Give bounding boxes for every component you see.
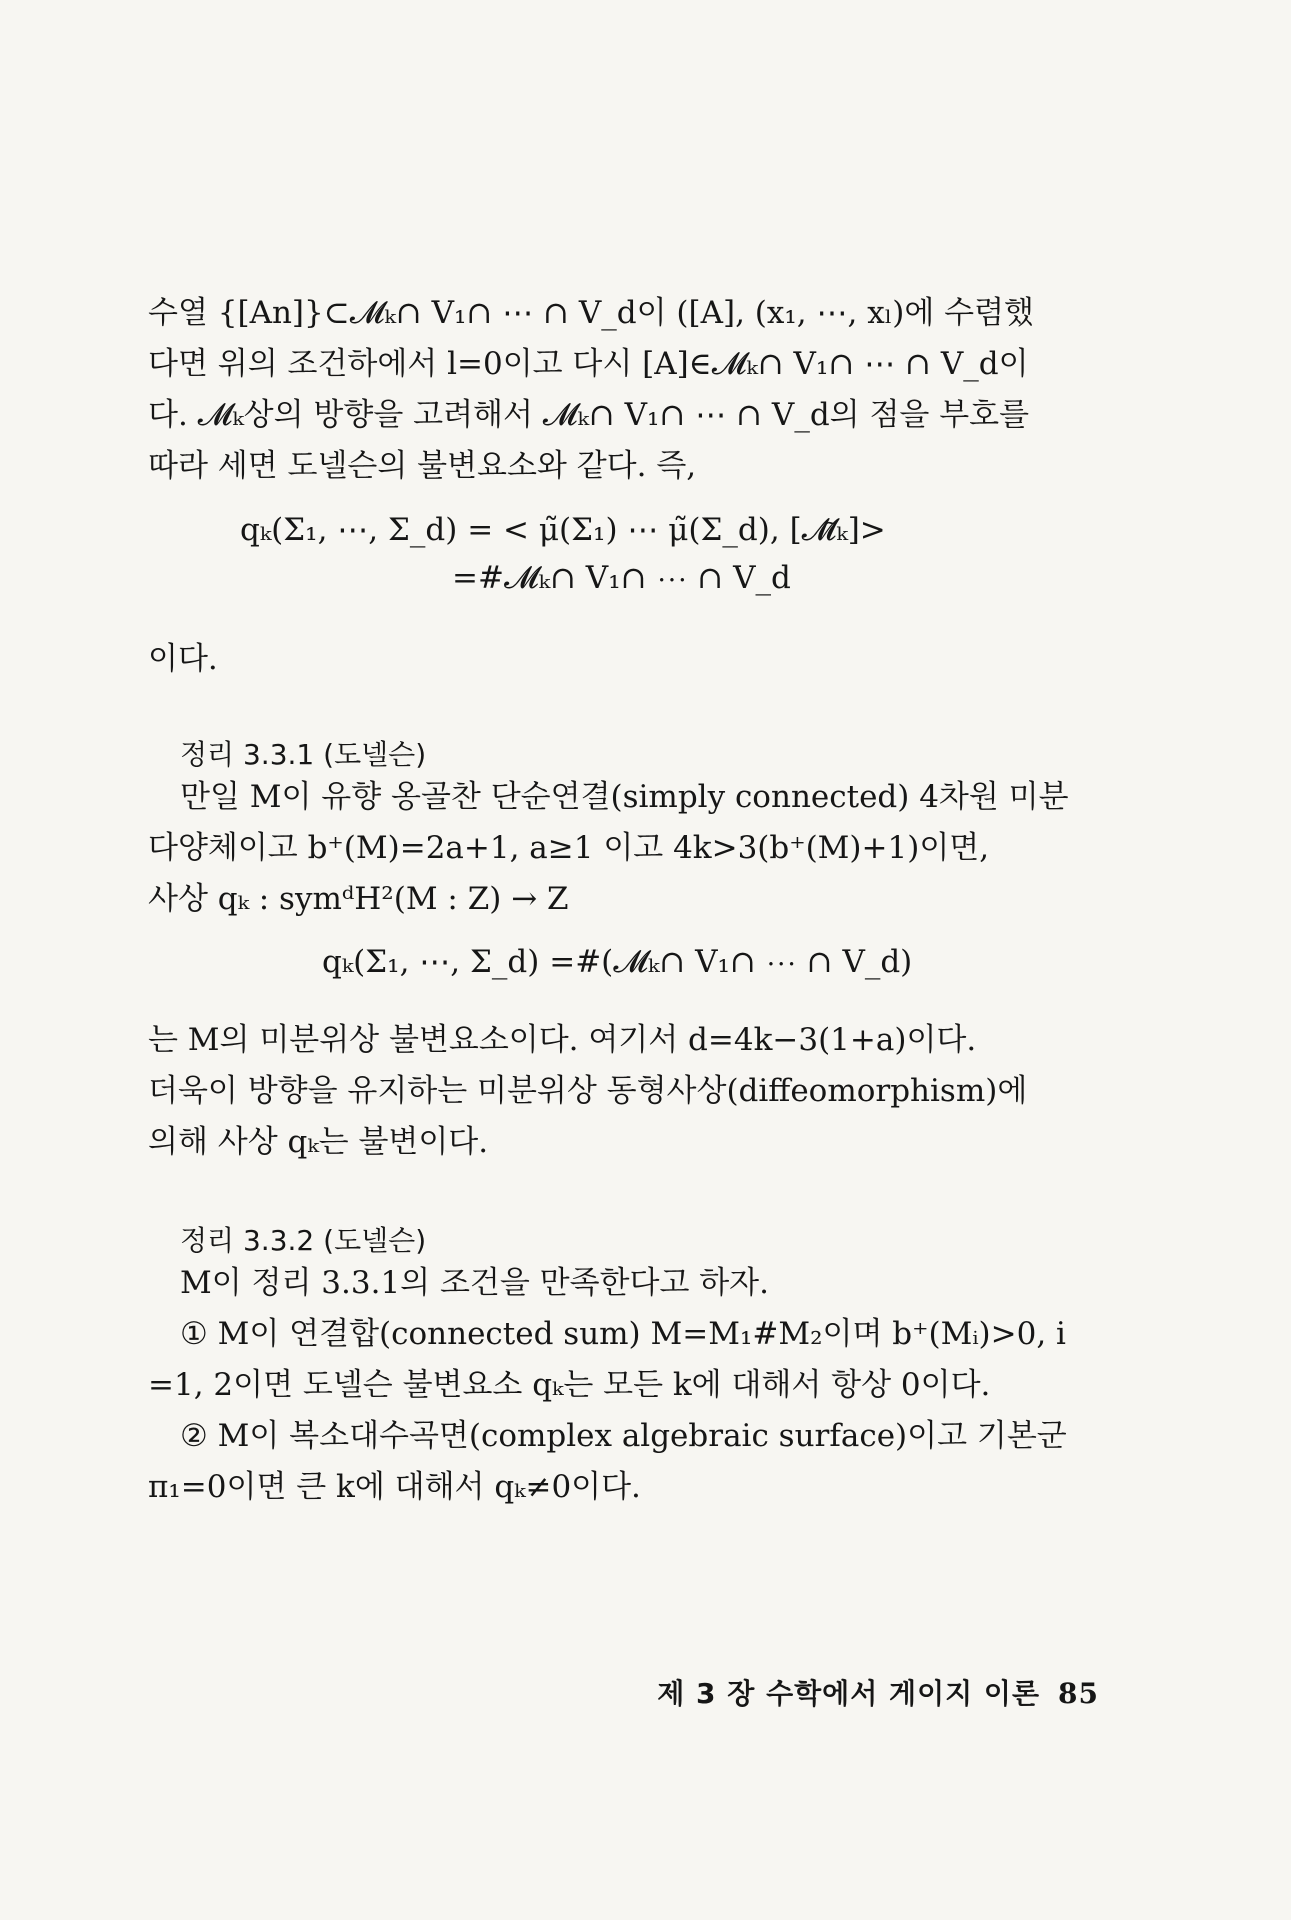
intro-line-2: 다면 위의 조건하에서 l=0이고 다시 [A]∈𝓜ₖ∩ V₁∩ ⋯ ∩ V_d이 — [148, 346, 1029, 382]
equation-1: qₖ(Σ₁, ⋯, Σ_d) = < μ̃(Σ₁) ⋯ μ̃(Σ_d), [𝓜̃ₖ]> — [240, 512, 886, 548]
theorem-1-line-2: 다양체이고 b⁺(M)=2a+1, a≥1 이고 4k>3(b⁺(M)+1)이면, — [148, 830, 990, 866]
theorem-2-item-2 — [180, 1411, 1110, 1462]
intro-closing — [148, 634, 1108, 685]
theorem-1-heading: 정리 3.3.1 (도넬슨) — [180, 738, 427, 771]
theorem-2-line-2: ① M이 연결합(connected sum) M=M₁#M₂이며 b⁺(Mᵢ)>0, i — [180, 1316, 1066, 1352]
intro-line-1: 수열 {[An]}⊂𝓜ₖ∩ V₁∩ ⋯ ∩ V_d이 ([A], (x₁, ⋯, xₗ)에 수렴했 — [148, 295, 1034, 331]
page-footer — [657, 1672, 1099, 1712]
theorem-2-statement — [180, 1258, 1110, 1360]
theorem-2-line-4: ② M이 복소대수곡면(complex algebraic surface)이고 기본군 — [180, 1418, 1067, 1454]
intro-line-4: 따라 세면 도넬슨의 불변요소와 같다. 즉, — [148, 448, 697, 484]
theorem-2-item-2-cont — [148, 1462, 1108, 1513]
intro-paragraph — [148, 288, 1108, 492]
theorem-1-after-line-3: 의해 사상 qₖ는 불변이다. — [148, 1124, 489, 1160]
intro-line-3: 다. 𝓜ₖ상의 방향을 고려해서 𝓜ₖ∩ V₁∩ ⋯ ∩ V_d의 점을 부호를 — [148, 397, 1030, 433]
theorem-1-after-line-2: 더욱이 방향을 유지하는 미분위상 동형사상(diffeomorphism)에 — [148, 1073, 1028, 1109]
theorem-2-line-1: M이 정리 3.3.1의 조건을 만족한다고 하자. — [180, 1265, 769, 1301]
theorem-2-body — [148, 1360, 1108, 1411]
theorem-2-line-3: =1, 2이면 도넬슨 불변요소 qₖ는 모든 k에 대해서 항상 0이다. — [148, 1367, 991, 1403]
theorem-2-line-5: π₁=0이면 큰 k에 대해서 qₖ≠0이다. — [148, 1469, 641, 1505]
theorem-1-line-1: 만일 M이 유향 옹골찬 단순연결(simply connected) 4차원 미분 — [180, 779, 1069, 815]
theorem-1-equation: qₖ(Σ₁, ⋯, Σ_d) =#(𝓜ₖ∩ V₁∩ ⋯ ∩ V_d) — [322, 944, 913, 980]
theorem-1-line-3: 사상 qₖ : symᵈH²(M : Z) → Z — [148, 881, 569, 917]
theorem-2-heading: 정리 3.3.2 (도넬슨) — [180, 1224, 427, 1257]
equation-2: =#𝓜ₖ∩ V₁∩ ⋯ ∩ V_d — [452, 560, 791, 596]
theorem-1-conclusion — [148, 1015, 1108, 1168]
page-number: 85 — [1058, 1677, 1099, 1710]
theorem-1-body — [148, 823, 1108, 925]
theorem-1-statement — [180, 772, 1110, 823]
intro-closing-text: 이다. — [148, 641, 218, 677]
chapter-title: 제 3 장 수학에서 게이지 이론 — [657, 1677, 1041, 1710]
theorem-1-after-line-1: 는 M의 미분위상 불변요소이다. 여기서 d=4k−3(1+a)이다. — [148, 1022, 977, 1058]
